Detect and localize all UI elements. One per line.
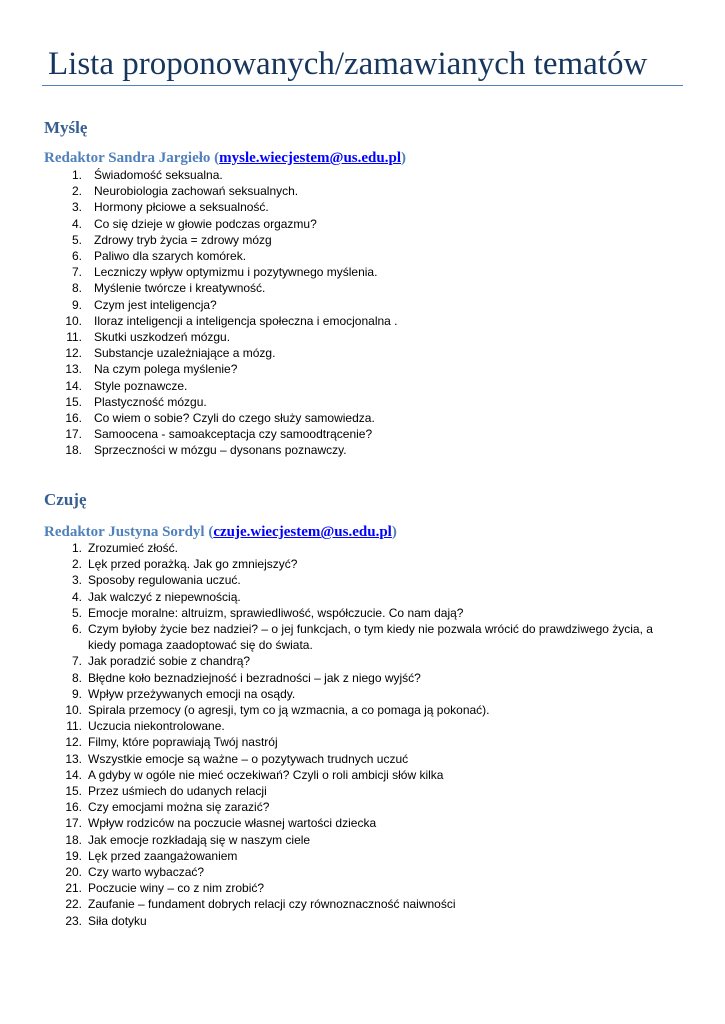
section-heading-czuje: Czuję [44, 490, 87, 509]
list-item-number: 10. [65, 313, 82, 328]
list-item [0, 896, 668, 912]
editor-line-mysle [44, 148, 406, 168]
list-item-number: 22. [65, 897, 82, 912]
list-item [0, 605, 668, 621]
list-item-number: 1. [71, 541, 82, 555]
editor-suffix: ) [401, 150, 406, 166]
list-item [0, 216, 684, 232]
list-item-text: Co wiem o sobie? Czyli do czego służy samowiedza. [94, 411, 375, 426]
title-underline [42, 85, 683, 86]
page-title: Lista proponowanych/zamawianych tematów [48, 46, 648, 82]
list-item-number: 20. [65, 865, 82, 880]
list-item-number: 12. [65, 346, 82, 361]
list-item-number: 5. [71, 232, 82, 247]
list-item [0, 442, 684, 458]
list-item [0, 329, 684, 345]
list-item [0, 718, 668, 734]
list-item [0, 815, 668, 831]
list-item-text: Sprzeczności w mózgu – dysonans poznawczy. [94, 443, 347, 458]
list-item-text: Czy emocjami można się zarazić? [88, 800, 270, 815]
list-item-number: 2. [71, 557, 82, 572]
list-item-text: Lęk przed zaangażowaniem [88, 848, 238, 863]
list-item-text: Hormony płciowe a seksualność. [94, 200, 269, 215]
list-item-text: Co się dzieje w głowie podczas orgazmu? [94, 216, 317, 231]
list-item [0, 751, 668, 767]
list-item-text: Plastyczność mózgu. [94, 394, 207, 409]
list-item [0, 653, 668, 669]
list-item [0, 767, 668, 783]
editor-line-czuje [44, 522, 397, 542]
list-item-text: Jak poradzić sobie z chandrą? [88, 654, 251, 669]
list-item-text: Sposoby regulowania uczuć. [88, 573, 241, 588]
editor-name: Redaktor Sandra Jargieło ( [44, 150, 220, 166]
list-item [0, 848, 668, 864]
list-item [0, 410, 684, 426]
list-item-text: Poczucie winy – co z nim zrobić? [88, 881, 265, 896]
editor-name: Redaktor Justyna Sordyl ( [44, 524, 214, 540]
list-item-number: 16. [65, 411, 82, 426]
list-item-text: Paliwo dla szarych komórek. [94, 249, 247, 264]
list-item-text: Spirala przemocy (o agresji, tym co ją wzmacnia, a co pomaga ją pokonać). [88, 703, 490, 718]
list-item-number: 6. [71, 622, 82, 637]
list-item-text: Zrozumieć złość. [88, 541, 179, 555]
list-item [0, 702, 668, 718]
list-item-number: 13. [65, 362, 82, 377]
list-item-text: Iloraz inteligencji a inteligencja społeczna i emocjonalna . [94, 313, 398, 328]
list-item-number: 15. [65, 394, 82, 409]
list-item-number: 13. [65, 751, 82, 766]
list-item-number: 19. [65, 848, 82, 863]
list-item-number: 16. [65, 800, 82, 815]
list-item-number: 5. [71, 605, 82, 620]
list-item-number: 18. [65, 443, 82, 458]
list-item [0, 799, 668, 815]
list-item-text: A gdyby w ogóle nie mieć oczekiwań? Czyli o roli ambicji słów kilka [88, 767, 444, 782]
list-item-number: 21. [65, 881, 82, 896]
list-item-number: 14. [65, 767, 82, 782]
list-item-number: 23. [65, 913, 82, 928]
list-item-text: Style poznawcze. [94, 378, 188, 393]
list-item-text: Jak walczyć z niepewnością. [88, 589, 241, 604]
list-item-text: Substancje uzależniające a mózg. [94, 346, 276, 361]
list-item-number: 9. [71, 686, 82, 701]
list-item [0, 345, 684, 361]
list-item-text: Emocje moralne: altruizm, sprawiedliwość, współczucie. Co nam dają? [88, 605, 464, 620]
list-item-number: 8. [71, 281, 82, 296]
list-item [0, 361, 684, 377]
list-item-number: 1. [71, 168, 82, 182]
list-item [0, 280, 684, 296]
list-item-text: Lęk przed porażką. Jak go zmniejszyć? [88, 557, 298, 572]
list-item-text: Wpływ rodziców na poczucie własnej wartości dziecka [88, 816, 377, 831]
list-item-number: 12. [65, 735, 82, 750]
topic-list-czuje [0, 540, 668, 929]
list-item-number: 14. [65, 378, 82, 393]
list-item-text: Zaufanie – fundament dobrych relacji czy równoznaczność naiwności [88, 897, 456, 912]
list-item-number: 7. [71, 265, 82, 280]
list-item-number: 11. [66, 719, 82, 734]
list-item-text: Neurobiologia zachowań seksualnych. [94, 184, 299, 199]
list-item [0, 589, 668, 605]
list-item [0, 556, 668, 572]
list-item [0, 248, 684, 264]
list-item-number: 8. [71, 670, 82, 685]
list-item-text: Myślenie twórcze i kreatywność. [94, 281, 266, 296]
list-item-number: 7. [71, 654, 82, 669]
list-item-number: 10. [65, 703, 82, 718]
list-item-text: Przez uśmiech do udanych relacji [88, 784, 267, 799]
list-item-number: 11. [66, 330, 82, 345]
list-item-text: Siła dotyku [88, 913, 147, 928]
list-item [0, 572, 668, 588]
topic-list-mysle [0, 167, 684, 459]
list-item-text: Zdrowy tryb życia = zdrowy mózg [94, 232, 272, 247]
list-item-number: 6. [71, 249, 82, 264]
list-item-text: Jak emocje rozkładają się w naszym ciele [88, 832, 311, 847]
editor-suffix: ) [391, 524, 397, 540]
list-item [0, 670, 668, 686]
list-item [0, 540, 668, 556]
list-item-number: 2. [71, 184, 82, 199]
list-item-number: 3. [71, 200, 82, 215]
list-item-text: Uczucia niekontrolowane. [88, 719, 225, 734]
list-item [0, 264, 684, 280]
list-item [0, 734, 668, 750]
list-item [0, 183, 684, 199]
list-item-number: 3. [71, 573, 82, 588]
list-item-text: Wpływ przeżywanych emocji na osądy. [88, 686, 296, 701]
list-item-number: 15. [65, 784, 82, 799]
list-item [0, 313, 684, 329]
list-item-text: Świadomość seksualna. [94, 168, 223, 182]
list-item-number: 9. [71, 297, 82, 312]
list-item-text: Czym byłoby życie bez nadziei? – o jej funkcjach, o tym kiedy nie pozwala wrócić do prawdziwego życia, a kiedy pomaga zaadoptować się do świata. [88, 622, 653, 653]
list-item [0, 394, 684, 410]
list-item-text: Samoocena - samoakceptacja czy samoodtrącenie? [94, 427, 373, 442]
list-item-number: 18. [65, 832, 82, 847]
list-item-number: 17. [65, 427, 82, 442]
list-item [0, 167, 684, 183]
list-item [0, 783, 668, 799]
list-item [0, 621, 668, 653]
list-item-number: 4. [71, 589, 82, 604]
list-item-number: 4. [71, 216, 82, 231]
list-item [0, 378, 684, 394]
list-item-text: Filmy, które poprawiają Twój nastrój [88, 735, 278, 750]
list-item-text: Leczniczy wpływ optymizmu i pozytywnego myślenia. [94, 265, 378, 280]
list-item-text: Skutki uszkodzeń mózgu. [94, 330, 231, 345]
list-item [0, 913, 668, 929]
list-item-number: 17. [65, 816, 82, 831]
list-item [0, 832, 668, 848]
list-item [0, 880, 668, 896]
list-item-text: Czy warto wybaczać? [88, 865, 205, 880]
list-item-text: Czym jest inteligencja? [94, 297, 217, 312]
list-item [0, 686, 668, 702]
list-item-text: Wszystkie emocje są ważne – o pozytywach trudnych uczuć [88, 751, 409, 766]
section-heading-mysle: Myślę [44, 118, 88, 137]
list-item [0, 199, 684, 215]
list-item [0, 864, 668, 880]
editor-email-link[interactable]: mysle.wiecjestem@us.edu.pl [219, 150, 401, 166]
list-item-text: Na czym polega myślenie? [94, 362, 238, 377]
list-item [0, 232, 684, 248]
list-item [0, 426, 684, 442]
list-item [0, 297, 684, 313]
editor-email-link[interactable]: czuje.wiecjestem@us.edu.pl [213, 524, 392, 540]
list-item-text: Błędne koło beznadziejność i bezradności – jak z niego wyjść? [88, 670, 421, 685]
